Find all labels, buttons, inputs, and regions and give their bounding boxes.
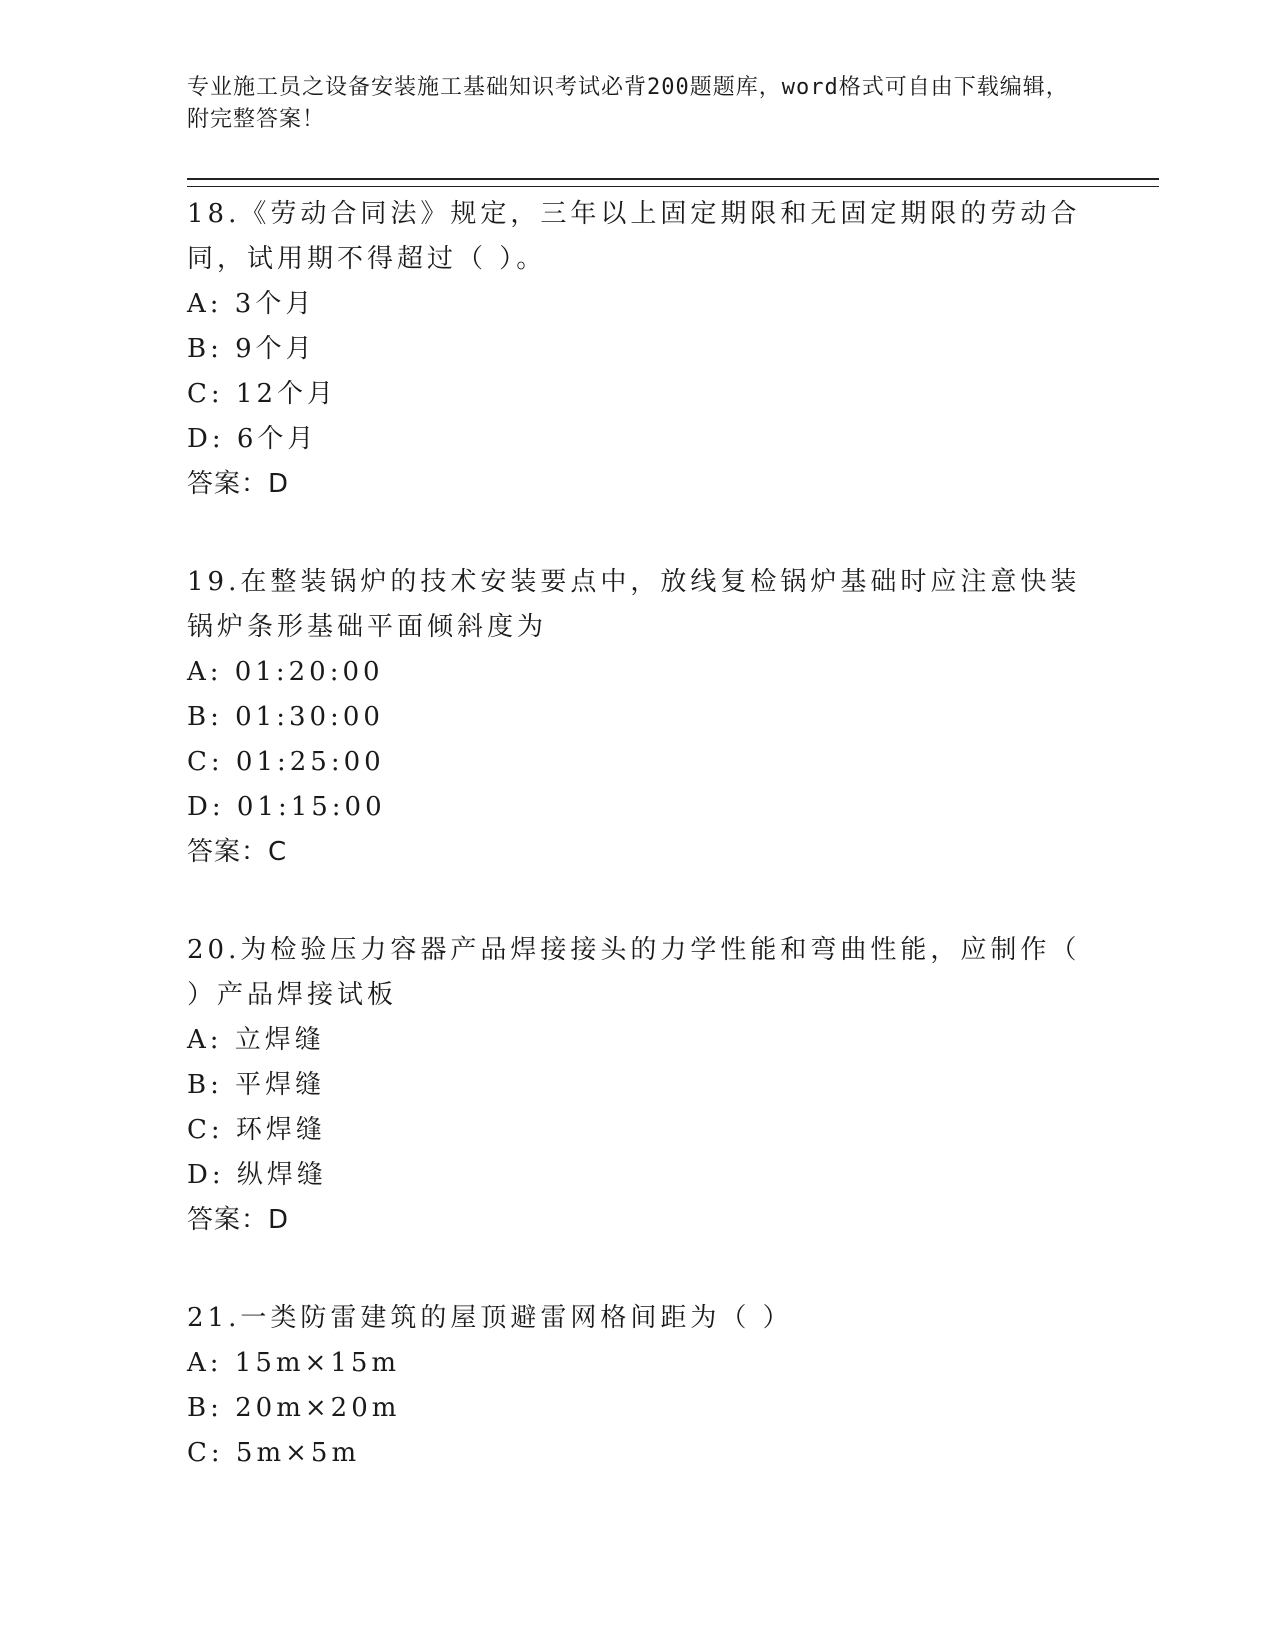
option-c: C: 5m×5m [187, 1438, 361, 1468]
option-a: A: 01:20:00 [187, 657, 384, 687]
option-b: B: 01:30:00 [187, 702, 384, 732]
option-c: C: 01:25:00 [187, 747, 385, 777]
option-a: A: 3个月 [187, 289, 316, 319]
option-d: D: 01:15:00 [187, 792, 386, 822]
question-list [187, 192, 1159, 1529]
question-item [187, 560, 1159, 875]
option-b: B: 20m×20m [187, 1393, 401, 1423]
option-d: D: 纵焊缝 [187, 1160, 327, 1190]
answer-line: 答案：D [187, 1205, 290, 1235]
answer-line: 答案：D [187, 469, 290, 499]
answer-line: 答案：C [187, 837, 288, 867]
option-d: D: 6个月 [187, 424, 318, 454]
option-c: C: 环焊缝 [187, 1115, 326, 1145]
option-b: B: 9个月 [187, 334, 316, 364]
header-divider [187, 178, 1159, 187]
option-a: A: 立焊缝 [187, 1025, 325, 1055]
option-b: B: 平焊缝 [187, 1070, 326, 1100]
question-stem: 20.为检验压力容器产品焊接接头的力学性能和弯曲性能，应制作（ ）产品焊接试板 [187, 935, 1081, 1010]
question-stem: 18.《劳动合同法》规定，三年以上固定期限和无固定期限的劳动合同，试用期不得超过（ ）。 [187, 199, 1081, 274]
question-item [187, 1296, 1159, 1476]
option-c: C: 12个月 [187, 379, 338, 409]
question-stem: 21.一类防雷建筑的屋顶避雷网格间距为（ ） [187, 1303, 793, 1333]
question-stem: 19.在整装锅炉的技术安装要点中，放线复检锅炉基础时应注意快装锅炉条形基础平面倾斜度为 [187, 567, 1081, 642]
option-a: A: 15m×15m [187, 1348, 401, 1378]
question-item [187, 192, 1159, 507]
document-header: 专业施工员之设备安装施工基础知识考试必背200题题库，word格式可自由下载编辑，附完整答案！ [187, 75, 1069, 132]
question-item [187, 928, 1159, 1243]
